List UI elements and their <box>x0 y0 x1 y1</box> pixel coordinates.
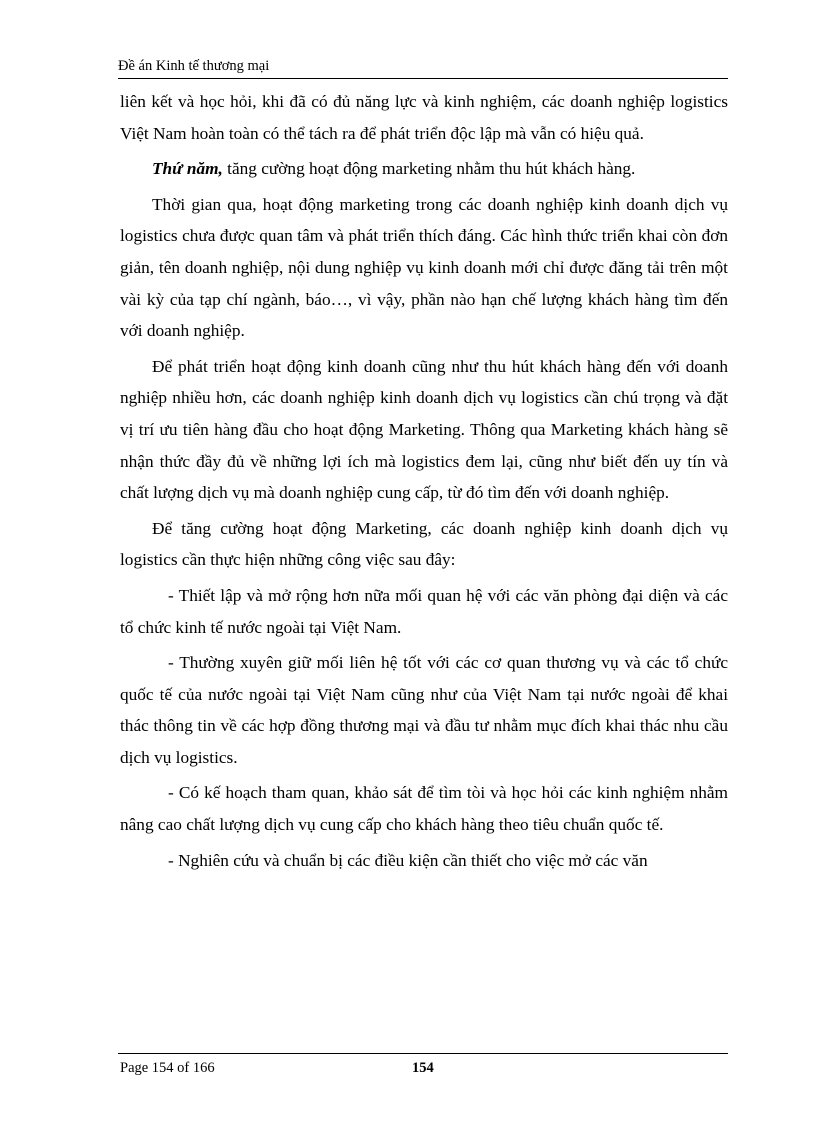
paragraph: Thời gian qua, hoạt động marketing trong các doanh nghiệp kinh doanh dịch vụ logistics chưa được quan tâm và phát triển thích đáng. Các hình thức triển khai còn đơn giản, tên doanh nghiệp, nội dung nghiệp vụ kinh doanh mới chỉ được đăng tải trên một vài kỳ của tạp chí ngành, báo…, vì vậy, phần nào hạn chế lượng khách hàng tìm đến với doanh nghiệp. <box>120 194 728 341</box>
list-item: - Thiết lập và mở rộng hơn nữa mối quan hệ với các văn phòng đại diện và các tổ chức kinh tế nước ngoài tại Việt Nam. <box>120 585 728 637</box>
header-title: Đề án Kinh tế thương mại <box>118 58 270 74</box>
page-header <box>118 56 728 79</box>
paragraph: Để phát triển hoạt động kinh doanh cũng như thu hút khách hàng đến với doanh nghiệp nhiều hơn, các doanh nghiệp kinh doanh dịch vụ logistics cần chú trọng và đặt vị trí ưu tiên hàng đầu cho hoạt động Marketing. Thông qua Marketing khách hàng sẽ nhận thức đầy đủ về những lợi ích mà logistics đem lại, cũng như biết đến uy tín và chất lượng dịch vụ mà doanh nghiệp cung cấp, từ đó tìm đến với doanh nghiệp. <box>120 356 728 503</box>
list-item: - Thường xuyên giữ mối liên hệ tốt với các cơ quan thương vụ và các tổ chức quốc tế của nước ngoài tại Việt Nam cũng như của Việt Nam tại nước ngoài để khai thác thông tin về các hợp đồng thương mại và đầu tư nhằm mục đích khai thác nhu cầu dịch vụ logistics. <box>120 653 728 767</box>
page-number: 154 <box>412 1060 434 1076</box>
paragraph-section-heading <box>120 153 728 185</box>
paragraph: Để tăng cường hoạt động Marketing, các doanh nghiệp kinh doanh dịch vụ logistics cần thực hiện những công việc sau đây: <box>120 518 728 570</box>
page-info: Page 154 of 166 <box>120 1060 215 1076</box>
section-lead: Thứ năm, <box>152 159 223 179</box>
list-item: - Có kế hoạch tham quan, khảo sát để tìm tòi và học hỏi các kinh nghiệm nhằm nâng cao chất lượng dịch vụ cung cấp cho khách hàng theo tiêu chuẩn quốc tế. <box>120 783 728 835</box>
page-footer <box>118 1053 728 1078</box>
document-body <box>120 86 728 880</box>
list-item: - Nghiên cứu và chuẩn bị các điều kiện cần thiết cho việc mở các văn <box>168 850 648 870</box>
paragraph-continuation: liên kết và học hỏi, khi đã có đủ năng lực và kinh nghiệm, các doanh nghiệp logistics Việt Nam hoàn toàn có thể tách ra để phát triển độc lập mà vẫn có hiệu quả. <box>120 92 728 143</box>
section-lead-rest: tăng cường hoạt động marketing nhằm thu hút khách hàng. <box>222 159 636 179</box>
